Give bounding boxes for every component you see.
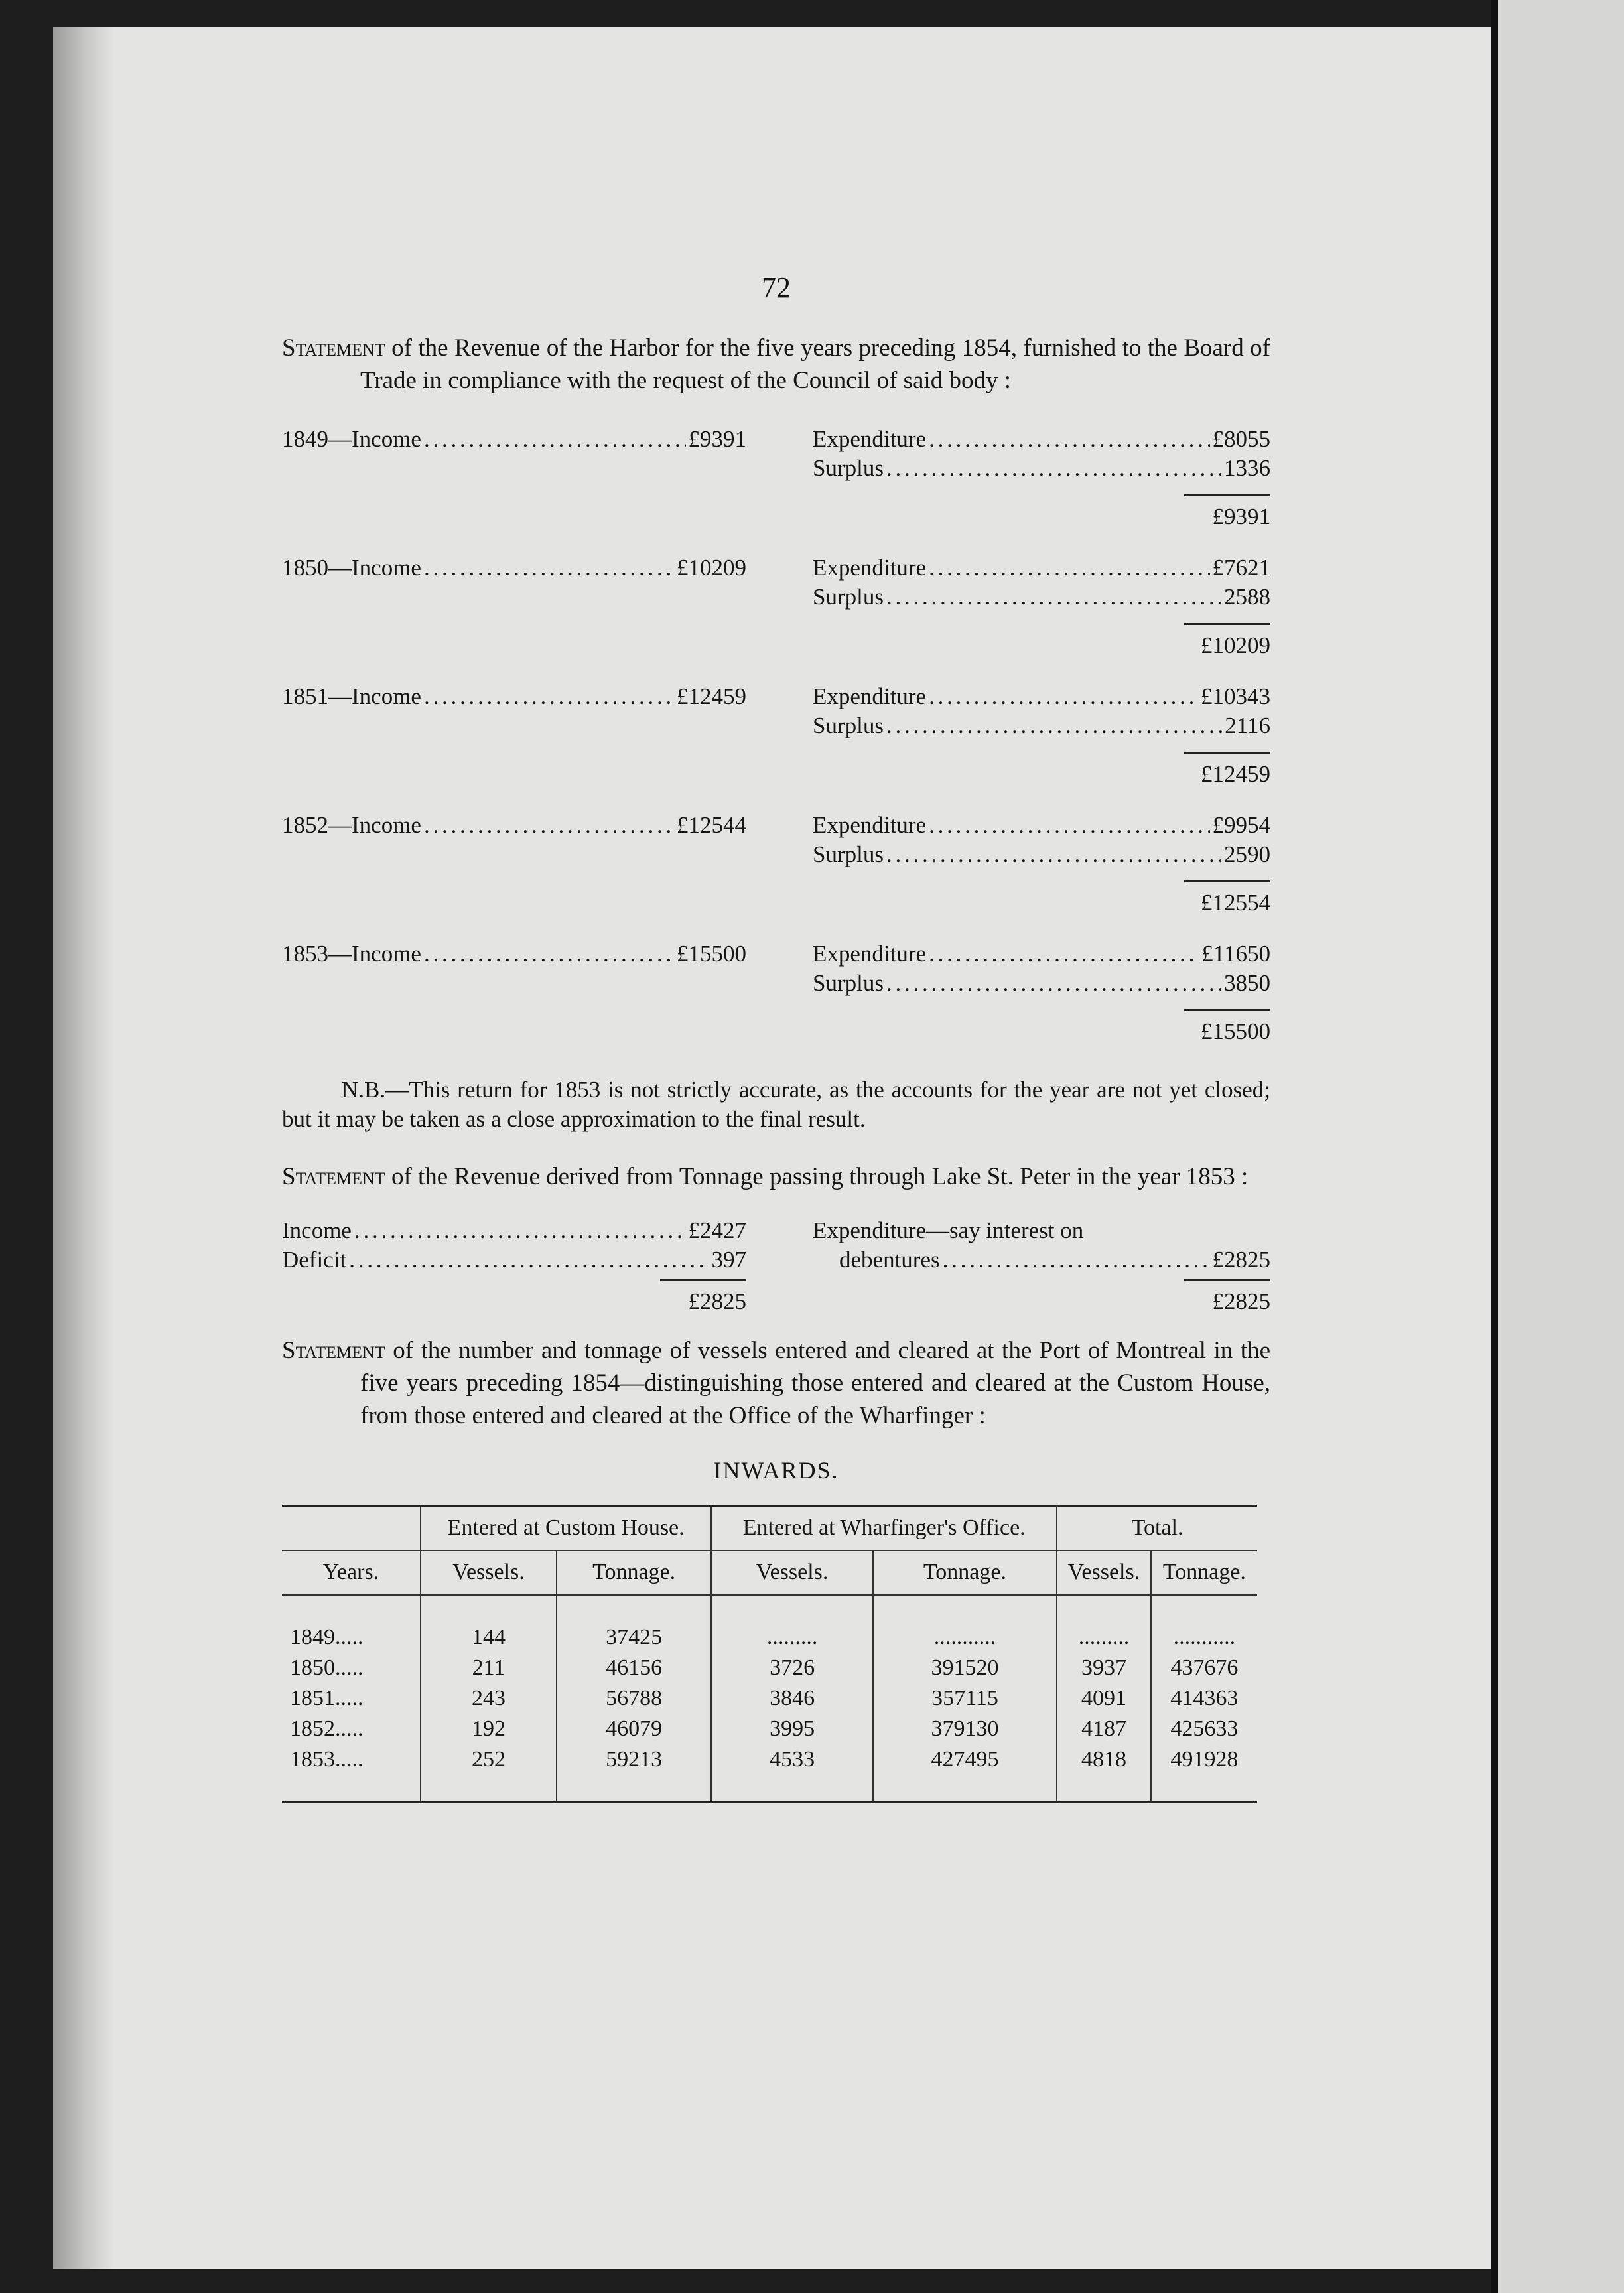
expenditure-row xyxy=(839,1245,1270,1275)
harbor-accounts xyxy=(282,420,1270,1064)
account-3 xyxy=(282,806,1270,935)
cell-total-tonnage: ........... xyxy=(1173,1625,1236,1650)
statement-text: of the Revenue of the Harbor for the five years preceding 1854, furnished to the Board of Trade in compliance with the request of the Council of said body : xyxy=(360,334,1270,394)
expenditure-value: £2825 xyxy=(1212,1247,1270,1273)
col-years: Years. xyxy=(282,1551,421,1595)
cell-custom-vessels: 252 xyxy=(421,1744,557,1801)
cell-custom-vessels: 144 xyxy=(421,1595,557,1653)
cell-custom-tonnage: 37425 xyxy=(557,1595,711,1653)
cell-custom-vessels: 211 xyxy=(421,1653,557,1683)
expenditure-label-line: Expenditure—say interest on xyxy=(813,1217,1084,1244)
income-label: 1850—Income xyxy=(282,554,421,581)
surplus-value: 2590 xyxy=(1224,841,1270,867)
deficit-label: Deficit xyxy=(282,1247,347,1273)
table-row xyxy=(282,1653,1257,1683)
income-row xyxy=(282,810,746,841)
surplus-value: 2588 xyxy=(1224,583,1270,610)
col-wharf-tonnage: Tonnage. xyxy=(873,1551,1057,1595)
adjacent-page-edge xyxy=(1498,0,1624,2293)
cell-year: 1850..... xyxy=(282,1653,421,1683)
surplus-label: Surplus xyxy=(813,583,884,610)
account-2 xyxy=(282,677,1270,806)
account-row xyxy=(282,420,1270,481)
cell-wharf-tonnage: 391520 xyxy=(873,1653,1057,1683)
page-binding-edge xyxy=(53,27,114,2269)
income-value: £9391 xyxy=(688,425,746,452)
expenditure-value: £10343 xyxy=(1201,683,1270,709)
table-row xyxy=(282,1683,1257,1714)
income-value: £12459 xyxy=(677,683,746,709)
expenditure-value: £7621 xyxy=(1212,554,1270,581)
cell-wharf-vessels: 4533 xyxy=(711,1744,872,1801)
group-custom-house: Entered at Custom House. xyxy=(421,1506,711,1551)
cell-wharf-tonnage: 357115 xyxy=(873,1683,1057,1714)
account-total: £9391 xyxy=(1184,494,1270,532)
surplus-label: Surplus xyxy=(813,454,884,481)
cell-total-tonnage: 437676 xyxy=(1170,1655,1239,1681)
surplus-label: Surplus xyxy=(813,712,884,738)
income-value: £10209 xyxy=(677,554,746,581)
cell-custom-vessels: 192 xyxy=(421,1714,557,1744)
table-bottom-rule xyxy=(282,1801,1257,1803)
right-total: £2825 xyxy=(1184,1279,1270,1317)
surplus-row xyxy=(813,711,1270,741)
statement-vessels xyxy=(282,1335,1270,1432)
cell-total-tonnage: 414363 xyxy=(1170,1686,1239,1711)
cell-wharf-vessels: 3726 xyxy=(711,1653,872,1683)
statement-heading: Statement xyxy=(282,1162,385,1190)
income-row xyxy=(282,553,746,583)
expenditure-label: Expenditure xyxy=(813,811,927,838)
cell-total-vessels: 3937 xyxy=(1057,1653,1151,1683)
account-total: £12459 xyxy=(1184,752,1270,790)
income-row xyxy=(282,681,746,712)
account-1 xyxy=(282,549,1270,677)
col-total-tonnage: Tonnage. xyxy=(1151,1551,1257,1595)
expenditure-row xyxy=(813,553,1270,583)
account-4 xyxy=(282,935,1270,1064)
account-row xyxy=(282,806,1270,867)
expenditure-label: Expenditure xyxy=(813,683,927,709)
expenditure-row xyxy=(813,939,1270,969)
income-row xyxy=(282,1216,746,1246)
left-total: £2825 xyxy=(660,1279,746,1317)
cell-year: 1851..... xyxy=(282,1683,421,1714)
income-label: 1851—Income xyxy=(282,683,421,709)
surplus-row xyxy=(813,968,1270,999)
cell-year: 1852..... xyxy=(282,1714,421,1744)
group-total: Total. xyxy=(1057,1506,1257,1551)
income-value: £15500 xyxy=(677,940,746,967)
table-row xyxy=(282,1595,1257,1653)
page-content xyxy=(282,269,1270,1803)
cell-total-vessels: 4091 xyxy=(1057,1683,1151,1714)
deficit-value: 397 xyxy=(711,1247,746,1273)
expenditure-row xyxy=(813,810,1270,841)
account-total: £10209 xyxy=(1184,623,1270,661)
cell-wharf-tonnage: ........... xyxy=(873,1595,1057,1653)
expenditure-label: Expenditure xyxy=(813,425,927,452)
surplus-value: 3850 xyxy=(1224,969,1270,996)
cell-custom-tonnage: 56788 xyxy=(557,1683,711,1714)
table-body xyxy=(282,1595,1257,1801)
income-label: 1853—Income xyxy=(282,940,421,967)
statement-harbor-revenue xyxy=(282,332,1270,397)
cell-wharf-vessels: 3846 xyxy=(711,1683,872,1714)
col-custom-tonnage: Tonnage. xyxy=(557,1551,711,1595)
income-row xyxy=(282,939,746,969)
surplus-row xyxy=(813,582,1270,612)
account-row xyxy=(282,677,1270,738)
statement-heading: Statement xyxy=(282,334,385,362)
cell-wharf-vessels: ......... xyxy=(711,1595,872,1653)
income-value: £12544 xyxy=(677,811,746,838)
cell-year: 1849..... xyxy=(282,1595,421,1653)
group-wharfinger: Entered at Wharfinger's Office. xyxy=(711,1506,1057,1551)
nota-bene: N.B.—This return for 1853 is not strictly accurate, as the accounts for the year are not yet closed; but it may be taken as a close approximation to the final result. xyxy=(282,1076,1270,1133)
statement-heading: Statement xyxy=(282,1337,385,1365)
surplus-label: Surplus xyxy=(813,841,884,867)
cell-wharf-tonnage: 427495 xyxy=(873,1744,1057,1801)
account-total: £15500 xyxy=(1184,1009,1270,1047)
statement-text: of the number and tonnage of vessels entered and cleared at the Port of Montreal in the five years preceding 1854—distinguishing those entered and cleared at the Custom House, from those entered and cleared at the Office of the Wharfinger : xyxy=(360,1337,1270,1430)
surplus-value: 2116 xyxy=(1225,712,1270,738)
income-value: £2427 xyxy=(688,1217,746,1244)
table-row xyxy=(282,1714,1257,1744)
cell-custom-vessels: 243 xyxy=(421,1683,557,1714)
surplus-row xyxy=(813,839,1270,870)
cell-total-vessels: ......... xyxy=(1057,1595,1151,1653)
tonnage-account xyxy=(282,1216,1270,1335)
expenditure-row xyxy=(813,681,1270,712)
table-caption: INWARDS. xyxy=(713,1456,839,1484)
cell-total-tonnage: 425633 xyxy=(1170,1716,1239,1742)
income-row xyxy=(282,424,746,454)
income-label: 1849—Income xyxy=(282,425,421,452)
cell-total-vessels: 4187 xyxy=(1057,1714,1151,1744)
surplus-label: Surplus xyxy=(813,969,884,996)
income-label: 1852—Income xyxy=(282,811,421,838)
cell-year: 1853..... xyxy=(282,1744,421,1801)
expenditure-row xyxy=(813,424,1270,454)
cell-custom-tonnage: 46079 xyxy=(557,1714,711,1744)
col-custom-vessels: Vessels. xyxy=(421,1551,557,1595)
surplus-value: 1336 xyxy=(1224,454,1270,481)
account-row xyxy=(282,935,1270,996)
cell-custom-tonnage: 59213 xyxy=(557,1744,711,1801)
surplus-row xyxy=(813,453,1270,484)
expenditure-value: £8055 xyxy=(1212,425,1270,452)
statement-text: of the Revenue derived from Tonnage passing through Lake St. Peter in the year 1853 : xyxy=(385,1162,1249,1190)
vessels-table xyxy=(282,1505,1257,1801)
deficit-row xyxy=(282,1245,746,1275)
page-number: 72 xyxy=(762,271,791,304)
expenditure-value: £9954 xyxy=(1212,811,1270,838)
debentures-label: debentures xyxy=(839,1247,940,1273)
col-wharf-vessels: Vessels. xyxy=(711,1551,872,1595)
income-label: Income xyxy=(282,1217,352,1244)
col-total-vessels: Vessels. xyxy=(1057,1551,1151,1595)
table-row xyxy=(282,1744,1257,1801)
cell-total-tonnage: 491928 xyxy=(1170,1747,1239,1772)
cell-wharf-vessels: 3995 xyxy=(711,1714,872,1744)
page-gutter xyxy=(1491,0,1498,2293)
cell-total-vessels: 4818 xyxy=(1057,1744,1151,1801)
cell-wharf-tonnage: 379130 xyxy=(873,1714,1057,1744)
account-total: £12554 xyxy=(1184,880,1270,918)
account-row xyxy=(282,549,1270,610)
statement-tonnage-revenue xyxy=(282,1161,1270,1194)
expenditure-label: Expenditure xyxy=(813,554,927,581)
expenditure-value: £11650 xyxy=(1201,940,1270,967)
account-0 xyxy=(282,420,1270,549)
cell-custom-tonnage: 46156 xyxy=(557,1653,711,1683)
years-header-spacer xyxy=(282,1506,421,1551)
expenditure-label: Expenditure xyxy=(813,940,927,967)
